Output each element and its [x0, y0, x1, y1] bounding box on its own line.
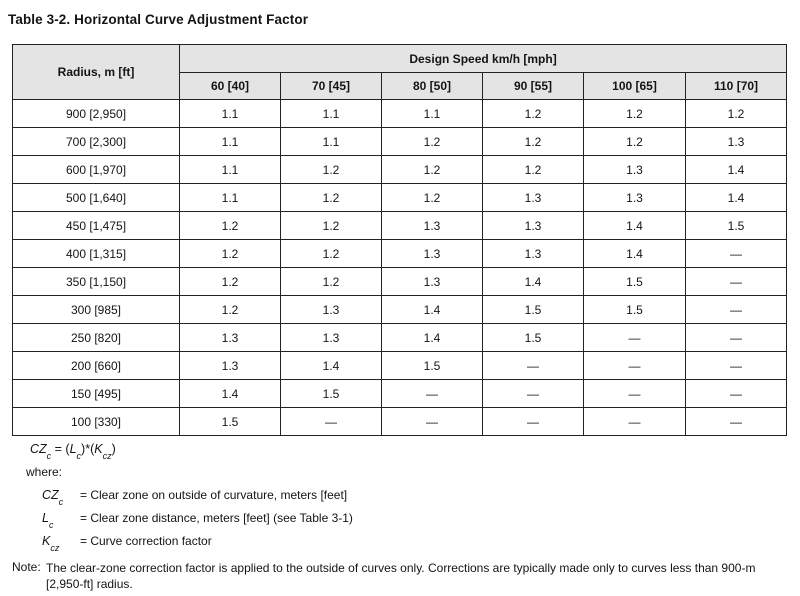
- factor-cell: —: [686, 352, 787, 380]
- factor-cell: 1.2: [584, 100, 686, 128]
- factor-cell: 1.3: [281, 296, 382, 324]
- formula-var-czc: CZ: [30, 442, 47, 456]
- radius-cell: 700 [2,300]: [13, 128, 180, 156]
- factor-cell: —: [584, 352, 686, 380]
- factor-cell: 1.1: [180, 156, 281, 184]
- formula-var-kcz: K: [94, 442, 103, 456]
- factor-cell: 1.1: [382, 100, 483, 128]
- factor-cell: 1.3: [483, 240, 584, 268]
- factor-cell: 1.5: [686, 212, 787, 240]
- definition-symbol: $CZ_c$: [42, 488, 64, 507]
- factor-cell: 1.2: [382, 156, 483, 184]
- table-row: [13, 212, 787, 240]
- horizontal-curve-factor-table: [12, 44, 787, 436]
- factor-cell: 1.2: [180, 296, 281, 324]
- factor-cell: —: [382, 408, 483, 436]
- table-body: [13, 100, 787, 436]
- radius-cell: 150 [495]: [13, 380, 180, 408]
- table-row: [13, 324, 787, 352]
- factor-cell: 1.5: [382, 352, 483, 380]
- header-row-top: [13, 45, 787, 73]
- factor-cell: 1.1: [180, 100, 281, 128]
- factor-cell: —: [382, 380, 483, 408]
- formula-sub-cz: cz: [102, 450, 112, 461]
- factor-cell: 1.1: [281, 100, 382, 128]
- table-row: [13, 268, 787, 296]
- table-row: [13, 296, 787, 324]
- design-speed-header: Design Speed km/h [mph]: [180, 45, 787, 73]
- speed-column-header: 100 [65]: [584, 73, 686, 100]
- factor-cell: 1.3: [382, 268, 483, 296]
- table-notes: [12, 442, 790, 592]
- factor-cell: 1.1: [180, 128, 281, 156]
- factor-cell: 1.3: [483, 212, 584, 240]
- radius-cell: 300 [985]: [13, 296, 180, 324]
- factor-cell: 1.1: [281, 128, 382, 156]
- definition-row: [42, 511, 790, 530]
- table-row: [13, 100, 787, 128]
- factor-cell: 1.4: [584, 240, 686, 268]
- radius-cell: 500 [1,640]: [13, 184, 180, 212]
- factor-cell: —: [584, 324, 686, 352]
- factor-cell: 1.5: [281, 380, 382, 408]
- radius-cell: 200 [660]: [13, 352, 180, 380]
- radius-cell: 250 [820]: [13, 324, 180, 352]
- footnote: [12, 560, 790, 592]
- factor-cell: 1.3: [180, 352, 281, 380]
- formula-var-lc: L: [69, 442, 77, 456]
- factor-cell: —: [281, 408, 382, 436]
- factor-cell: 1.2: [483, 100, 584, 128]
- factor-cell: 1.2: [281, 240, 382, 268]
- factor-cell: 1.2: [281, 212, 382, 240]
- factor-cell: 1.2: [483, 156, 584, 184]
- definition-text: = Curve correction factor: [80, 534, 212, 548]
- factor-cell: 1.2: [382, 184, 483, 212]
- where-label: where:: [26, 465, 63, 479]
- radius-cell: 900 [2,950]: [13, 100, 180, 128]
- factor-cell: —: [483, 380, 584, 408]
- factor-cell: —: [686, 380, 787, 408]
- definition-symbol: $K_{cz}$: [42, 534, 60, 553]
- factor-cell: 1.5: [483, 324, 584, 352]
- factor-cell: 1.3: [483, 184, 584, 212]
- speed-column-header: 80 [50]: [382, 73, 483, 100]
- factor-cell: 1.3: [584, 156, 686, 184]
- factor-cell: 1.2: [686, 100, 787, 128]
- radius-cell: 350 [1,150]: [13, 268, 180, 296]
- speed-column-header: 70 [45]: [281, 73, 382, 100]
- radius-cell: 400 [1,315]: [13, 240, 180, 268]
- note-label: Note:: [12, 560, 41, 574]
- radius-cell: 100 [330]: [13, 408, 180, 436]
- factor-cell: 1.5: [584, 296, 686, 324]
- factor-cell: —: [686, 240, 787, 268]
- formula-close-paren: ): [111, 442, 116, 456]
- table-row: [13, 408, 787, 436]
- definition-row: [42, 534, 790, 553]
- table-row: [13, 156, 787, 184]
- factor-cell: —: [686, 268, 787, 296]
- table-row: [13, 240, 787, 268]
- factor-cell: 1.4: [382, 324, 483, 352]
- definition-symbol: $L_c$: [42, 511, 54, 530]
- table-row: [13, 380, 787, 408]
- speed-column-header: 110 [70]: [686, 73, 787, 100]
- note-text: The clear-zone correction factor is applied to the outside of curves only. Corrections are typically made only to curves less than 900-m [2,950-ft] radius.: [46, 561, 756, 592]
- factor-cell: 1.5: [584, 268, 686, 296]
- definition-text: = Clear zone on outside of curvature, meters [feet]: [80, 488, 348, 502]
- factor-cell: 1.2: [483, 128, 584, 156]
- speed-column-header: 90 [55]: [483, 73, 584, 100]
- radius-cell: 600 [1,970]: [13, 156, 180, 184]
- factor-cell: —: [483, 352, 584, 380]
- formula-sub-c: c: [46, 450, 52, 461]
- factor-cell: 1.4: [686, 156, 787, 184]
- formula-times: )*(: [81, 442, 95, 456]
- factor-cell: 1.2: [281, 184, 382, 212]
- radius-cell: 450 [1,475]: [13, 212, 180, 240]
- symbol-definitions: [42, 488, 790, 553]
- factor-cell: 1.2: [180, 240, 281, 268]
- factor-cell: 1.3: [382, 212, 483, 240]
- factor-cell: —: [483, 408, 584, 436]
- factor-cell: —: [686, 408, 787, 436]
- factor-cell: 1.4: [180, 380, 281, 408]
- factor-cell: 1.4: [584, 212, 686, 240]
- factor-cell: 1.3: [180, 324, 281, 352]
- table-row: [13, 352, 787, 380]
- factor-cell: 1.3: [686, 128, 787, 156]
- clear-zone-formula: [30, 442, 790, 461]
- definition-row: [42, 488, 790, 507]
- formula-equals-paren: = (: [51, 442, 70, 456]
- factor-cell: 1.2: [180, 212, 281, 240]
- factor-cell: —: [584, 408, 686, 436]
- factor-cell: 1.4: [686, 184, 787, 212]
- factor-cell: 1.2: [382, 128, 483, 156]
- speed-column-header: 60 [40]: [180, 73, 281, 100]
- table-title: Table 3-2. Horizontal Curve Adjustment Factor: [8, 12, 309, 27]
- factor-cell: 1.4: [483, 268, 584, 296]
- formula-sub-c2: c: [76, 450, 82, 461]
- factor-cell: 1.2: [281, 268, 382, 296]
- radius-column-header: Radius, m [ft]: [13, 45, 180, 100]
- factor-cell: 1.3: [382, 240, 483, 268]
- factor-cell: 1.5: [180, 408, 281, 436]
- factor-cell: 1.3: [281, 324, 382, 352]
- factor-cell: —: [686, 324, 787, 352]
- factor-cell: 1.3: [584, 184, 686, 212]
- factor-cell: 1.1: [180, 184, 281, 212]
- factor-cell: 1.5: [483, 296, 584, 324]
- table-row: [13, 184, 787, 212]
- factor-cell: 1.4: [382, 296, 483, 324]
- factor-cell: 1.2: [180, 268, 281, 296]
- factor-cell: 1.4: [281, 352, 382, 380]
- factor-cell: —: [686, 296, 787, 324]
- factor-cell: —: [584, 380, 686, 408]
- definition-text: = Clear zone distance, meters [feet] (see Table 3-1): [80, 511, 353, 525]
- factor-cell: 1.2: [281, 156, 382, 184]
- factor-cell: 1.2: [584, 128, 686, 156]
- table-row: [13, 128, 787, 156]
